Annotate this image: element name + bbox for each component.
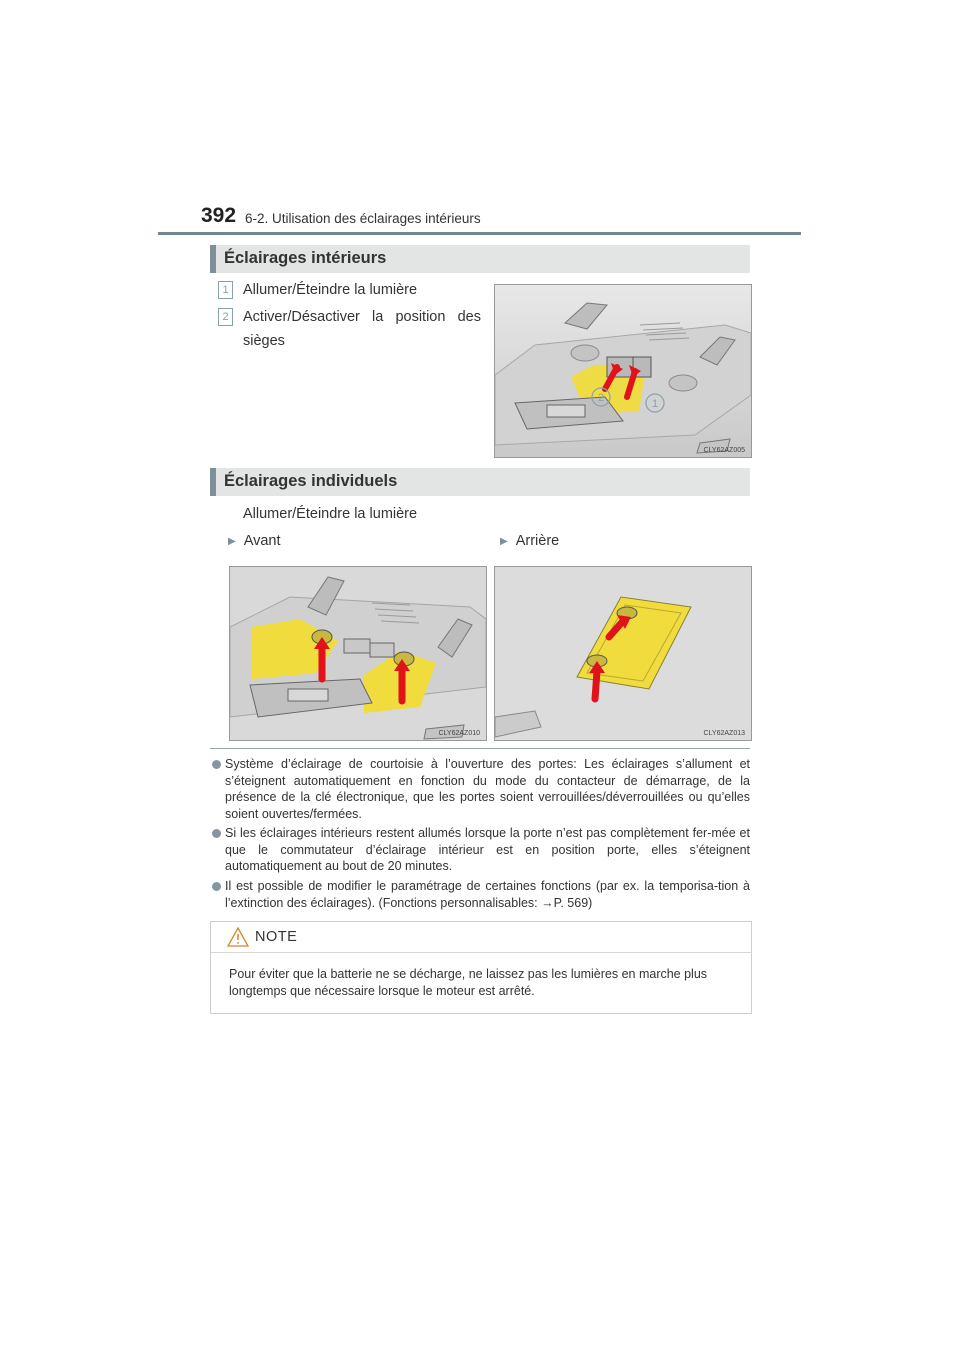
chapter-title: 6-2. Utilisation des éclairages intérieurs [245,211,481,226]
view-label-front [228,533,281,549]
figure-rear-lights [494,566,752,741]
note-header [211,922,751,953]
bullet-dot-icon [212,760,221,769]
section-accent [210,245,216,273]
bullet-dot-icon [212,829,221,838]
item-text-2b: sièges [243,333,285,349]
callout-1: 1 [651,398,659,410]
header-rule [158,232,801,235]
figure-interior-lights [494,284,752,458]
item-number-2: 2 [218,308,233,326]
item-number-1: 1 [218,281,233,299]
section-header-interior [210,245,750,273]
note-text: Pour éviter que la batterie ne se décharge, ne laissez pas les lumières en marche plus longtemps que nécessaire lorsque le moteur est arrêté. [229,967,708,998]
figure-code: CLY62AZ005 [703,447,745,454]
triangle-icon: ▶ [500,536,508,547]
front-lights-illustration [230,567,486,740]
triangle-icon: ▶ [228,536,236,547]
view-label-text: Arrière [515,533,560,549]
bullet-dot-icon [212,882,221,891]
rear-lights-illustration [495,567,751,740]
callout-2: 2 [597,392,605,404]
page-number: 392 [201,204,237,227]
view-label-text: Avant [243,533,281,549]
item-text-2a: Activer/Désactiver la position des [243,309,481,325]
figure-code: CLY62AZ013 [703,730,745,737]
item-text-1: Allumer/Éteindre la lumière [243,282,418,298]
info-bullet-1 [210,756,750,822]
section-title-interior: Éclairages intérieurs [224,249,387,267]
section-title-individual: Éclairages individuels [224,472,398,490]
info-bullet-text: Si les éclairages intérieurs restent allumés lorsque la porte n’est pas complètement fer-mée et que le commutateur d’éclairage intérieur est en position porte, elles s’éteignent automatiquement au bout de 20 minutes. [225,826,750,873]
info-bullet-text: Système d’éclairage de courtoisie à l’ouverture des portes: Les éclairages s’allument et s’éteignent automatiquement en fonction du mode du contacteur de démarrage, de la présence de la clé électronique, que les portes soient verrouillées/déverrouillées ou qu’elles soient ouvertes/fermées. [225,757,750,821]
info-bullet-3 [210,878,750,911]
figure-code: CLY62AZ010 [438,730,480,737]
view-label-rear [500,533,559,549]
note-title: NOTE [255,929,298,945]
section-header-individual [210,468,750,496]
info-rule [210,748,750,749]
warning-triangle-icon [227,927,249,947]
note-box [210,921,752,1014]
info-bullet-text: Il est possible de modifier le paramétrage de certaines fonctions (par ex. la temporisa-tion à l’extinction des éclairages). (Fonctions personnalisables: →P. 569) [225,879,750,910]
interior-lights-illustration [495,285,751,457]
info-bullet-2 [210,825,750,875]
figure-front-lights [229,566,487,741]
section-accent [210,468,216,496]
individual-intro: Allumer/Éteindre la lumière [243,506,418,522]
